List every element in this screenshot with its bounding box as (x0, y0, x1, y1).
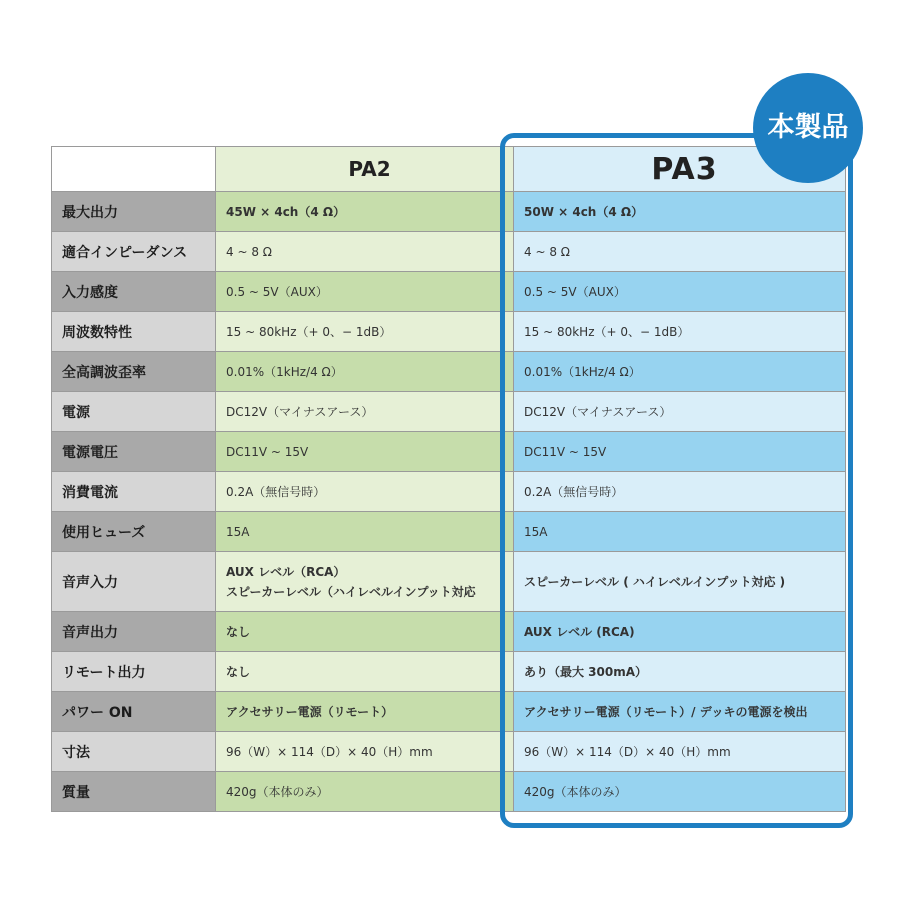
spec-row (52, 472, 846, 512)
spec-label: 電源 (52, 392, 216, 432)
pa3-value (514, 432, 846, 472)
pa2-value (216, 612, 514, 652)
pa2-value (216, 192, 514, 232)
spec-row (52, 232, 846, 272)
pa3-value-line: 15 ~ 80kHz（+ 0、− 1dB） (524, 324, 690, 339)
pa3-value (514, 192, 846, 232)
pa3-value-line: 0.5 ~ 5V（AUX） (524, 284, 626, 299)
pa2-value (216, 392, 514, 432)
spec-row (52, 432, 846, 472)
spec-label: 音声出力 (52, 612, 216, 652)
spec-row (52, 692, 846, 732)
pa3-value (514, 552, 846, 612)
pa3-value-line: スピーカーレベル ( ハイレベルインプット対応 ) (524, 574, 786, 589)
pa2-value (216, 312, 514, 352)
pa2-value-line: なし (226, 624, 251, 639)
pa2-value (216, 512, 514, 552)
pa2-value (216, 232, 514, 272)
spec-label: 入力感度 (52, 272, 216, 312)
spec-label: 電源電圧 (52, 432, 216, 472)
spec-row (52, 772, 846, 812)
spec-label: 消費電流 (52, 472, 216, 512)
pa2-value-line: 45W × 4ch（4 Ω） (226, 204, 346, 219)
spec-row (52, 272, 846, 312)
pa3-value-line: DC12V（マイナスアース） (524, 404, 672, 419)
pa3-value-line: DC11V ~ 15V (524, 444, 607, 459)
spec-label: 音声入力 (52, 552, 216, 612)
pa3-value-line: 50W × 4ch（4 Ω） (524, 204, 644, 219)
pa2-value-line: 15A (226, 524, 250, 539)
pa3-value-line: 4 ~ 8 Ω (524, 244, 570, 259)
pa2-value-line: DC12V（マイナスアース） (226, 404, 374, 419)
pa3-value (514, 732, 846, 772)
spec-row (52, 192, 846, 232)
spec-label: 周波数特性 (52, 312, 216, 352)
pa2-value-line: 96（W）× 114（D）× 40（H）mm (226, 744, 433, 759)
pa3-value-line: 15A (524, 524, 548, 539)
pa3-value-line: アクセサリー電源（リモート）/ デッキの電源を検出 (524, 704, 808, 719)
pa3-value (514, 232, 846, 272)
spec-label: 全高調波歪率 (52, 352, 216, 392)
spec-label: 質量 (52, 772, 216, 812)
spec-label: 適合インピーダンス (52, 232, 216, 272)
pa2-value (216, 472, 514, 512)
spec-label: 使用ヒューズ (52, 512, 216, 552)
pa2-value (216, 732, 514, 772)
spec-row (52, 612, 846, 652)
spec-row (52, 392, 846, 432)
spec-label: 寸法 (52, 732, 216, 772)
pa2-value-line: 0.2A（無信号時） (226, 484, 326, 499)
spec-row (52, 552, 846, 612)
spec-label: 最大出力 (52, 192, 216, 232)
header-row (52, 147, 846, 192)
header-pa2: PA2 (216, 147, 514, 192)
pa2-value-line: AUX レベル（RCA） (226, 564, 346, 579)
spec-label: リモート出力 (52, 652, 216, 692)
spec-row (52, 352, 846, 392)
pa3-value (514, 772, 846, 812)
spec-row (52, 732, 846, 772)
pa2-value (216, 432, 514, 472)
spec-row (52, 512, 846, 552)
pa2-value (216, 772, 514, 812)
spec-row (52, 652, 846, 692)
header-corner (52, 147, 216, 192)
pa2-value-line: スピーカーレベル（ハイレベルインプット対応 (226, 584, 476, 599)
pa3-value (514, 512, 846, 552)
pa2-value-line: DC11V ~ 15V (226, 444, 309, 459)
this-product-badge: 本製品 (753, 73, 863, 183)
pa3-value-line: 0.01%（1kHz/4 Ω） (524, 364, 641, 379)
spec-label: パワー ON (52, 692, 216, 732)
pa3-value (514, 612, 846, 652)
spec-row (52, 312, 846, 352)
pa2-value (216, 652, 514, 692)
pa2-value (216, 552, 514, 612)
pa2-value-line: 15 ~ 80kHz（+ 0、− 1dB） (226, 324, 392, 339)
pa2-value (216, 692, 514, 732)
pa3-value (514, 312, 846, 352)
header-pa3: PA3 (514, 147, 846, 192)
pa3-value-line: 0.2A（無信号時） (524, 484, 624, 499)
pa3-value (514, 352, 846, 392)
pa2-value-line: なし (226, 664, 251, 679)
pa2-value-line: 0.5 ~ 5V（AUX） (226, 284, 328, 299)
pa3-value-line: 96（W）× 114（D）× 40（H）mm (524, 744, 731, 759)
pa3-value (514, 472, 846, 512)
pa3-value-line: 420g（本体のみ） (524, 784, 627, 799)
pa2-value (216, 352, 514, 392)
pa2-value (216, 272, 514, 312)
pa2-value-line: 4 ~ 8 Ω (226, 244, 272, 259)
pa3-value-line: AUX レベル (RCA) (524, 624, 635, 639)
pa3-value (514, 692, 846, 732)
pa3-value (514, 652, 846, 692)
pa3-value-line: あり（最大 300mA） (524, 664, 648, 679)
pa2-value-line: 420g（本体のみ） (226, 784, 329, 799)
spec-comparison-table (51, 146, 846, 812)
pa2-value-line: アクセサリー電源（リモート） (226, 704, 394, 719)
pa2-value-line: 0.01%（1kHz/4 Ω） (226, 364, 343, 379)
pa3-value (514, 392, 846, 432)
pa3-value (514, 272, 846, 312)
